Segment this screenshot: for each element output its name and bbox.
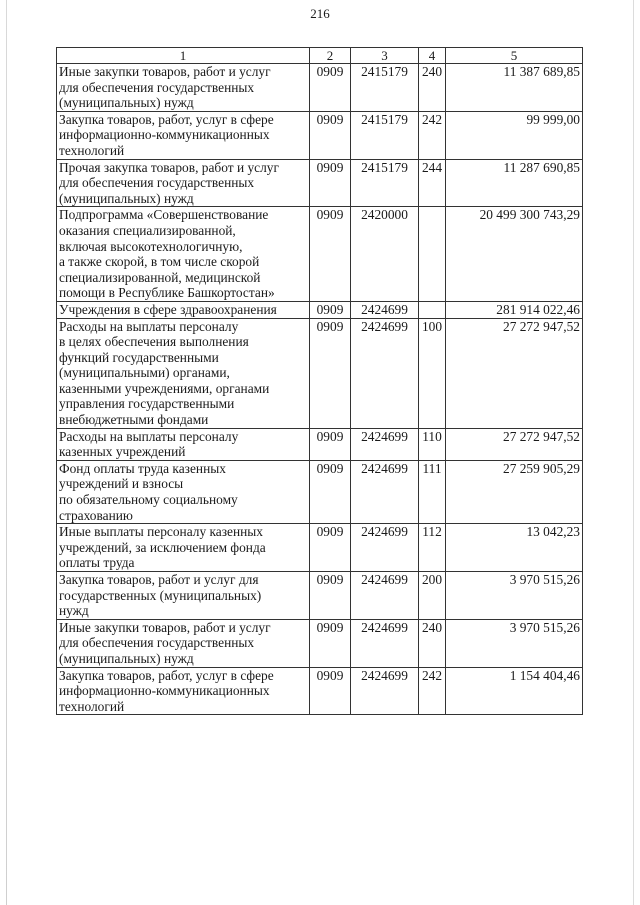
row-sum-cell: 11 287 690,85 — [446, 159, 583, 207]
row-article-cell: 2415179 — [351, 64, 419, 112]
table-row — [57, 572, 583, 620]
row-sum-cell: 3 970 515,26 — [446, 572, 583, 620]
row-article-cell: 2424699 — [351, 572, 419, 620]
row-article-cell: 2424699 — [351, 428, 419, 460]
row-section-cell: 0909 — [310, 159, 351, 207]
row-name-cell — [57, 318, 310, 428]
header-col-3: 3 — [351, 48, 419, 64]
row-name-cell — [57, 207, 310, 302]
row-name-text: Иные закупки товаров, работ и услуг для обеспечения государственных (муниципальных) нужд — [59, 64, 271, 111]
row-name-text: Расходы на выплаты персоналу казенных учреждений — [59, 428, 239, 460]
row-article-cell: 2424699 — [351, 667, 419, 715]
row-section-cell: 0909 — [310, 301, 351, 318]
row-sum-cell: 27 272 947,52 — [446, 428, 583, 460]
row-name-text: Иные закупки товаров, работ и услуг для обеспечения государственных (муниципальных) нужд — [59, 619, 271, 666]
header-row — [57, 48, 583, 64]
table-row — [57, 667, 583, 715]
row-article-cell: 2420000 — [351, 207, 419, 302]
row-article-cell: 2424699 — [351, 460, 419, 523]
row-name-cell — [57, 667, 310, 715]
row-type-cell: 111 — [419, 460, 446, 523]
row-name-text: Иные выплаты персоналу казенных учреждений, за исключением фонда оплаты труда — [59, 524, 266, 571]
row-article-cell: 2424699 — [351, 301, 419, 318]
row-section-cell: 0909 — [310, 619, 351, 667]
row-sum-cell: 27 259 905,29 — [446, 460, 583, 523]
row-type-cell: 240 — [419, 619, 446, 667]
row-name-text: Подпрограмма «Совершенствование оказания специализированной, включая высокотехнологичную, а также скорой, в том числе скорой специализированной, медицинской помощи в Республике Башкортостан» — [59, 207, 275, 301]
row-type-cell: 100 — [419, 318, 446, 428]
table-header — [57, 48, 583, 64]
row-name-cell — [57, 572, 310, 620]
table-row — [57, 111, 583, 159]
table-row — [57, 207, 583, 302]
row-type-cell: 242 — [419, 667, 446, 715]
row-sum-cell: 3 970 515,26 — [446, 619, 583, 667]
row-name-cell — [57, 524, 310, 572]
row-article-cell: 2424699 — [351, 318, 419, 428]
table-row — [57, 318, 583, 428]
row-section-cell: 0909 — [310, 572, 351, 620]
table-row — [57, 159, 583, 207]
row-name-cell — [57, 460, 310, 523]
row-section-cell: 0909 — [310, 207, 351, 302]
row-name-text: Учреждения в сфере здравоохранения — [59, 301, 277, 317]
row-type-cell: 112 — [419, 524, 446, 572]
table-row — [57, 619, 583, 667]
row-section-cell: 0909 — [310, 667, 351, 715]
table-row — [57, 428, 583, 460]
row-name-text: Прочая закупка товаров, работ и услуг для обеспечения государственных (муниципальных) нужд — [59, 159, 279, 206]
row-sum-cell: 13 042,23 — [446, 524, 583, 572]
row-type-cell: 240 — [419, 64, 446, 112]
row-article-cell: 2415179 — [351, 111, 419, 159]
table-row — [57, 301, 583, 318]
row-sum-cell: 1 154 404,46 — [446, 667, 583, 715]
row-section-cell: 0909 — [310, 524, 351, 572]
row-type-cell: 244 — [419, 159, 446, 207]
header-col-4: 4 — [419, 48, 446, 64]
row-section-cell: 0909 — [310, 64, 351, 112]
table-body — [57, 64, 583, 715]
row-name-cell — [57, 111, 310, 159]
row-article-cell: 2415179 — [351, 159, 419, 207]
row-name-cell — [57, 64, 310, 112]
budget-table — [56, 47, 583, 715]
table-row — [57, 64, 583, 112]
row-name-text: Закупка товаров, работ и услуг для государственных (муниципальных) нужд — [59, 572, 262, 619]
row-section-cell: 0909 — [310, 318, 351, 428]
page-number: 216 — [310, 6, 330, 21]
row-name-text: Фонд оплаты труда казенных учреждений и взносы по обязательному социальному страхованию — [59, 460, 238, 523]
row-sum-cell: 99 999,00 — [446, 111, 583, 159]
scan-edge-right — [633, 0, 634, 905]
row-sum-cell: 11 387 689,85 — [446, 64, 583, 112]
row-type-cell — [419, 207, 446, 302]
row-name-cell — [57, 159, 310, 207]
row-section-cell: 0909 — [310, 111, 351, 159]
row-sum-cell: 281 914 022,46 — [446, 301, 583, 318]
row-name-cell — [57, 301, 310, 318]
header-col-5: 5 — [446, 48, 583, 64]
table-row — [57, 460, 583, 523]
row-sum-cell: 27 272 947,52 — [446, 318, 583, 428]
table-row — [57, 524, 583, 572]
row-name-text: Закупка товаров, работ, услуг в сфере информационно-коммуникационных технологий — [59, 111, 274, 158]
row-type-cell: 242 — [419, 111, 446, 159]
row-article-cell: 2424699 — [351, 524, 419, 572]
row-type-cell — [419, 301, 446, 318]
scan-edge-left — [6, 0, 7, 905]
row-type-cell: 110 — [419, 428, 446, 460]
row-sum-cell: 20 499 300 743,29 — [446, 207, 583, 302]
row-name-cell — [57, 428, 310, 460]
header-col-2: 2 — [310, 48, 351, 64]
row-name-text: Закупка товаров, работ, услуг в сфере информационно-коммуникационных технологий — [59, 667, 274, 714]
row-section-cell: 0909 — [310, 460, 351, 523]
row-type-cell: 200 — [419, 572, 446, 620]
row-name-text: Расходы на выплаты персоналу в целях обеспечения выполнения функций государственными (муниципальными) органами, казенными учреждениями, органами управления государственными внебюджетными фондами — [59, 318, 270, 428]
row-article-cell: 2424699 — [351, 619, 419, 667]
header-col-1: 1 — [57, 48, 310, 64]
row-name-cell — [57, 619, 310, 667]
row-section-cell: 0909 — [310, 428, 351, 460]
